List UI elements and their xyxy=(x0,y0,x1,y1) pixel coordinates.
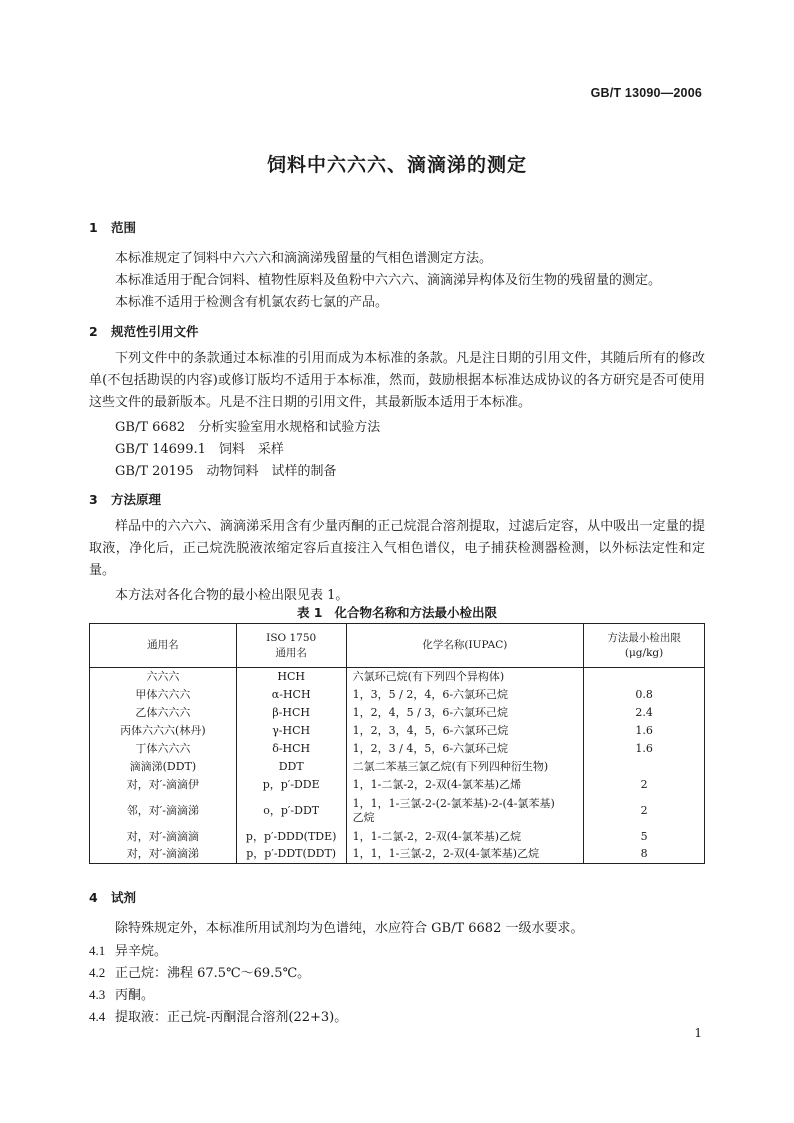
table-row xyxy=(90,686,705,704)
cell-chemical-name: 1，2，3 / 4，5，6-六氯环己烷 xyxy=(346,740,584,758)
cell-chemical-name: 六氯环己烷(有下列四个异构体) xyxy=(346,668,584,686)
paragraph: 本标准不适用于检测含有机氯农药七氯的产品。 xyxy=(115,295,389,310)
header-detection-limit xyxy=(584,624,705,668)
cell-common-name: 丙体六六六(林丹) xyxy=(90,722,237,740)
table-caption xyxy=(0,603,794,621)
cell-chemical-name: 1，1-二氯-2，2-双(4-氯苯基)乙烷 xyxy=(346,828,584,846)
cell-detection-limit: 2 xyxy=(584,794,705,828)
cell-iso-name: β-HCH xyxy=(236,704,346,722)
table-row xyxy=(90,722,705,740)
section-number: 2 xyxy=(89,324,98,339)
reagent-number: 4.2 xyxy=(89,965,106,980)
reference-item: GB/T 20195 动物饲料 试样的制备 xyxy=(115,464,337,479)
cell-iso-name: α-HCH xyxy=(236,686,346,704)
reagent-number: 4.1 xyxy=(89,943,106,958)
table-header-row xyxy=(90,624,705,668)
header-iso-name xyxy=(236,624,346,668)
paragraph: 本方法对各化合物的最小检出限见表 1。 xyxy=(115,588,349,603)
paragraph: 本标准适用于配合饲料、植物性原料及鱼粉中六六六、滴滴涕异构体及衍生物的残留量的测定。 xyxy=(115,273,662,288)
cell-common-name: 对，对′-滴滴伊 xyxy=(90,776,237,794)
cell-common-name: 六六六 xyxy=(90,668,237,686)
header-iso-line2: 通用名 xyxy=(275,646,307,659)
page-number: 1 xyxy=(694,1026,702,1040)
cell-chemical-name: 1，1，1-三氯-2，2-双(4-氯苯基)乙烷 xyxy=(346,846,584,864)
table-row xyxy=(90,776,705,794)
cell-detection-limit xyxy=(584,758,705,776)
cell-chemical-name: 1，2，4，5 / 3，6-六氯环己烷 xyxy=(346,704,584,722)
reagent-item xyxy=(89,962,310,981)
reagent-item xyxy=(89,940,167,959)
cell-common-name: 对，对′-滴滴滴 xyxy=(90,828,237,846)
header-common-name: 通用名 xyxy=(90,624,237,668)
section-number: 3 xyxy=(89,492,98,507)
section-title: 范围 xyxy=(111,220,137,235)
table-row xyxy=(90,794,705,828)
table-row xyxy=(90,704,705,722)
section-title: 方法原理 xyxy=(111,492,162,507)
table-row xyxy=(90,740,705,758)
cell-detection-limit: 1.6 xyxy=(584,740,705,758)
section-heading-1 xyxy=(89,218,136,236)
reagent-item xyxy=(89,984,154,1003)
reagent-number: 4.4 xyxy=(89,1009,106,1024)
reagent-text: 异辛烷。 xyxy=(115,944,168,959)
section-heading-4 xyxy=(89,888,136,906)
section-heading-3 xyxy=(89,490,161,508)
cell-common-name: 对，对′-滴滴涕 xyxy=(90,846,237,864)
reagent-item xyxy=(89,1006,347,1025)
paragraph: 除特殊规定外，本标准所用试剂均为色谱纯，水应符合 GB/T 6682 一级水要求。 xyxy=(115,921,584,936)
reagent-number: 4.3 xyxy=(89,987,106,1002)
section-title: 试剂 xyxy=(111,890,137,905)
cell-chemical-name-line2: 乙烷 xyxy=(352,810,375,824)
header-lod-line1: 方法最小检出限 xyxy=(607,631,681,644)
cell-iso-name: γ-HCH xyxy=(236,722,346,740)
cell-common-name: 乙体六六六 xyxy=(90,704,237,722)
cell-iso-name: p，p′-DDE xyxy=(236,776,346,794)
section-number: 1 xyxy=(89,220,98,235)
compound-table xyxy=(89,623,705,864)
header-lod-line2: (μg/kg) xyxy=(624,646,664,659)
table-row xyxy=(90,828,705,846)
table-caption-number: 表 1 xyxy=(296,605,323,620)
paragraph: 下列文件中的条款通过本标准的引用而成为本标准的条款。凡是注日期的引用文件，其随后所有的修改单(不包括勘误的内容)或修订版均不适用于本标准，然而，鼓励根据本标准达成协议的各方研究是否可使用这些文件的最新版本。凡是不注日期的引用文件，其最新版本适用于本标准。 xyxy=(89,351,705,410)
cell-iso-name: HCH xyxy=(236,668,346,686)
cell-detection-limit: 8 xyxy=(584,846,705,864)
cell-chemical-name-line1: 1，1，1-三氯-2-(2-氯苯基)-2-(4-氯苯基) xyxy=(352,796,555,810)
cell-iso-name: o，p′-DDT xyxy=(236,794,346,828)
cell-chemical-name: 1，1-二氯-2，2-双(4-氯苯基)乙烯 xyxy=(346,776,584,794)
cell-common-name: 甲体六六六 xyxy=(90,686,237,704)
cell-iso-name: p，p′-DDD(TDE) xyxy=(236,828,346,846)
reference-item: GB/T 14699.1 饲料 采样 xyxy=(115,442,284,457)
cell-detection-limit: 2 xyxy=(584,776,705,794)
table-row xyxy=(90,668,705,686)
reagent-text: 正己烷：沸程 67.5℃～69.5℃。 xyxy=(115,966,311,981)
section-number: 4 xyxy=(89,890,98,905)
cell-detection-limit xyxy=(584,668,705,686)
cell-iso-name: p，p′-DDT(DDT) xyxy=(236,846,346,864)
paragraph: 样品中的六六六、滴滴涕采用含有少量丙酮的正己烷混合溶剂提取，过滤后定容，从中吸出一定量的提取液，净化后，正己烷洗脱液浓缩定容后直接注入气相色谱仪，电子捕获检测器检测，以外标法定性和定量。 xyxy=(89,519,705,578)
standard-code: GB/T 13090—2006 xyxy=(590,86,702,100)
document-title: 饲料中六六六、滴滴涕的测定 xyxy=(266,154,527,176)
cell-chemical-name xyxy=(346,794,584,828)
reference-item: GB/T 6682 分析实验室用水规格和试验方法 xyxy=(115,420,381,435)
cell-detection-limit: 1.6 xyxy=(584,722,705,740)
cell-chemical-name: 1，3，5 / 2，4，6-六氯环己烷 xyxy=(346,686,584,704)
table-row xyxy=(90,846,705,864)
paragraph: 本标准规定了饲料中六六六和滴滴涕残留量的气相色谱测定方法。 xyxy=(115,251,493,266)
cell-chemical-name: 二氯二苯基三氯乙烷(有下列四种衍生物) xyxy=(346,758,584,776)
cell-detection-limit: 0.8 xyxy=(584,686,705,704)
section-title: 规范性引用文件 xyxy=(111,324,199,339)
reagent-text: 提取液：正己烷-丙酮混合溶剂(22+3)。 xyxy=(115,1010,348,1025)
cell-iso-name: DDT xyxy=(236,758,346,776)
cell-detection-limit: 5 xyxy=(584,828,705,846)
reagent-text: 丙酮。 xyxy=(115,988,155,1003)
cell-common-name: 滴滴涕(DDT) xyxy=(90,758,237,776)
table-caption-text: 化合物名称和方法最小检出限 xyxy=(334,605,498,620)
header-iso-line1: ISO 1750 xyxy=(266,631,317,644)
cell-chemical-name: 1，2，3，4，5，6-六氯环己烷 xyxy=(346,722,584,740)
cell-detection-limit: 2.4 xyxy=(584,704,705,722)
header-chemical-name: 化学名称(IUPAC) xyxy=(346,624,584,668)
cell-common-name: 丁体六六六 xyxy=(90,740,237,758)
cell-common-name: 邻，对′-滴滴涕 xyxy=(90,794,237,828)
section-heading-2 xyxy=(89,322,199,340)
table-row xyxy=(90,758,705,776)
cell-iso-name: δ-HCH xyxy=(236,740,346,758)
